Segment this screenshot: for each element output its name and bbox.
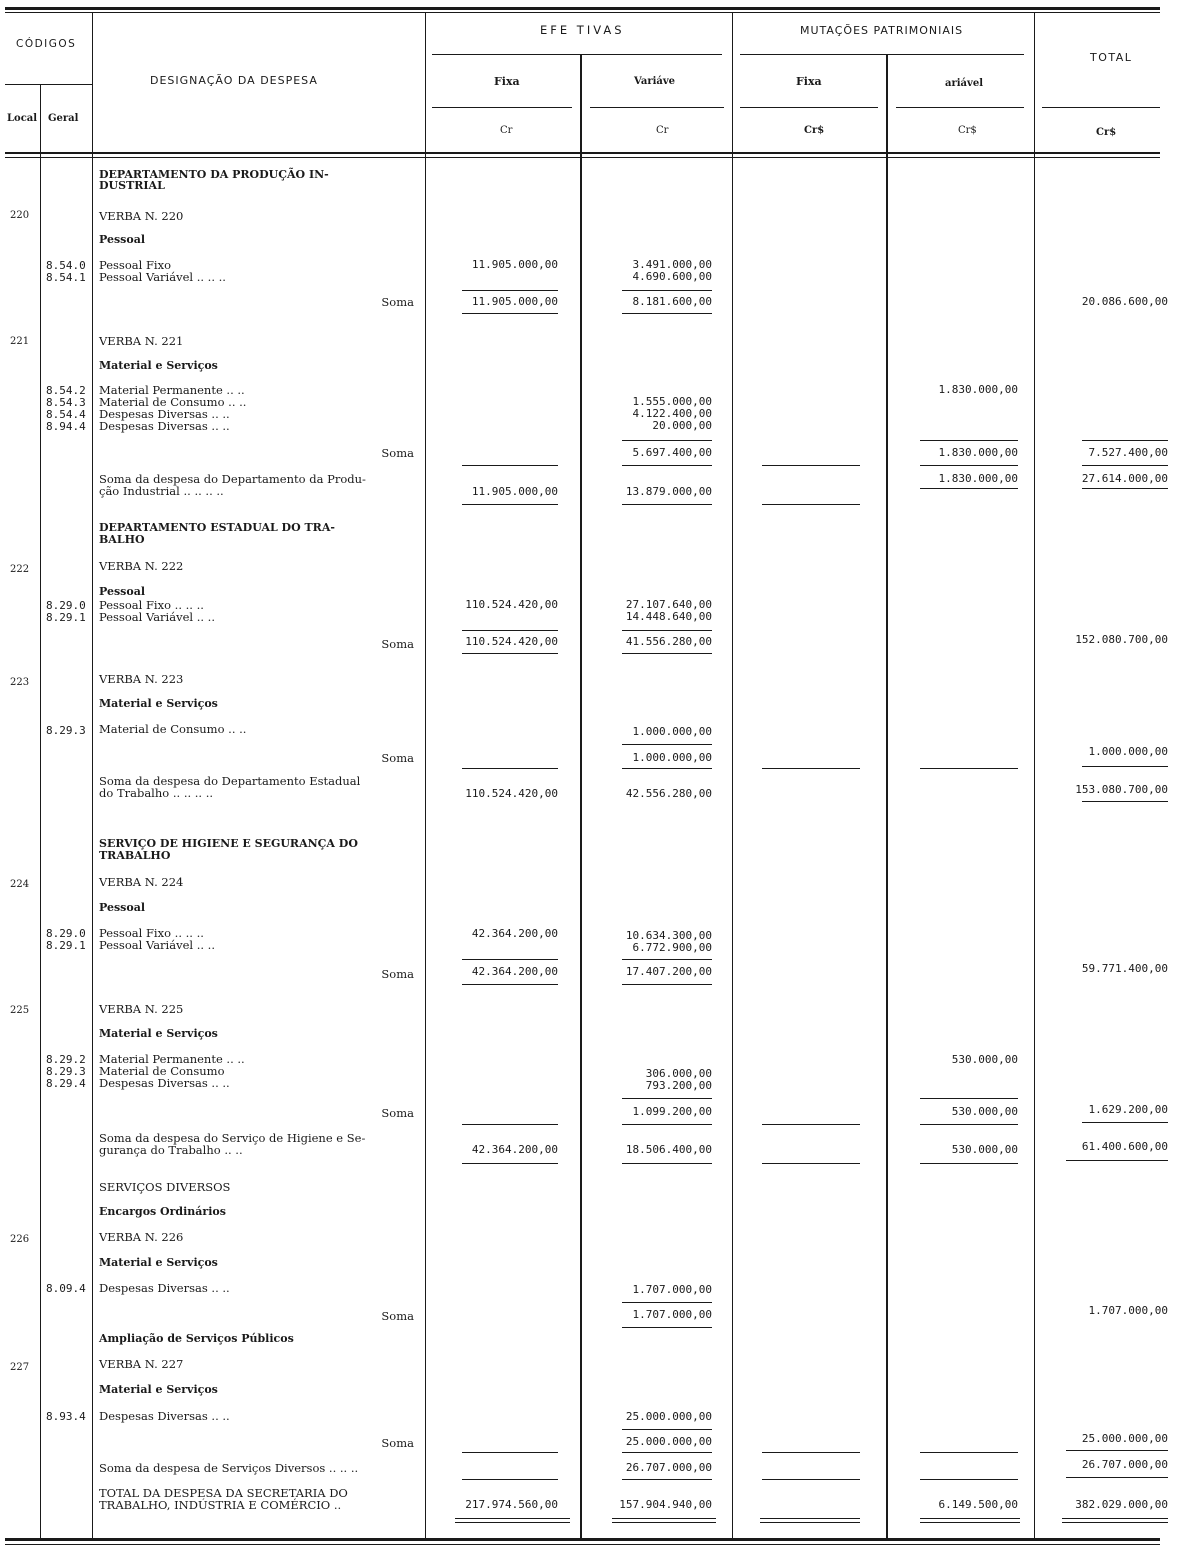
underline [622,1098,712,1099]
underline [1062,1518,1168,1519]
expense-line: Material Permanente .. .. [99,383,245,397]
col-rule-geral [40,85,41,1538]
verba-label: VERBA N. 226 [99,1230,184,1244]
underline [762,465,860,466]
value-fixa: 11.905.000,00 [471,258,558,271]
underline [762,504,860,505]
underline [462,1163,558,1164]
underline [462,290,558,291]
geral-code: 8.29.1 [46,939,86,952]
col-rule-fixa [580,55,582,1538]
header-designacao: DESIGNAÇÃO DA DESPESA [150,74,318,87]
dept-sum-total: 27.614.000,00 [1081,472,1168,485]
underline [622,1163,712,1164]
section-title: SERVIÇOS DIVERSOS [99,1180,231,1194]
soma-variavel: 8.181.600,00 [632,295,712,308]
underline [622,1124,712,1125]
geral-code: 8.29.0 [46,599,86,612]
total-value: 25.000.000,00 [1081,1432,1168,1445]
section-title: DEPARTAMENTO ESTADUAL DO TRA- [99,521,335,534]
underline [920,768,1018,769]
expense-line: Despesas Diversas .. .. [99,407,230,421]
soma-fixa: 11.905.000,00 [471,295,558,308]
geral-code: 8.29.3 [46,724,86,737]
total-value: 1.707.000,00 [1088,1304,1168,1317]
geral-code: 8.09.4 [46,1282,86,1295]
soma-variavel: 1.099.200,00 [632,1105,712,1118]
header-currency-4: Cr$ [958,125,977,136]
expense-line: Despesas Diversas .. .. [99,1076,230,1090]
header-variavel-efetiva: Variáve [634,76,676,87]
underline [622,959,712,960]
dept-sum-label: Soma da despesa do Departamento Estadual [99,774,361,788]
section-title: DEPARTAMENTO DA PRODUÇÃO IN- [99,168,329,181]
underline [622,744,712,745]
value-variavel: 1.000.000,00 [632,725,712,738]
underline [1082,1122,1168,1123]
header-bottom-rule-thin [5,157,1160,158]
grand-total-value: 382.029.000,00 [1075,1498,1168,1511]
underline [462,959,558,960]
verba-label: VERBA N. 224 [99,875,184,889]
header-currency-1: Cr [500,125,513,136]
header-mutacoes: MUTAÇÕES PATRIMONIAIS [800,24,964,37]
dept-sum-variavel: 18.506.400,00 [625,1143,712,1156]
total-value: 152.080.700,00 [1075,633,1168,646]
total-value: 59.771.400,00 [1081,962,1168,975]
underline [462,768,558,769]
soma-fixa: 110.524.420,00 [465,635,558,648]
underline [920,1479,1018,1480]
underline [462,984,558,985]
underline [622,653,712,654]
local-code: 221 [10,336,30,347]
value-variavel: 25.000.000,00 [625,1410,712,1423]
underline [1066,1477,1168,1478]
dept-sum-mut-variavel: 530.000,00 [951,1143,1018,1156]
total-value: 20.086.600,00 [1081,295,1168,308]
grand-total-variavel: 157.904.940,00 [619,1498,712,1511]
soma-variavel: 5.697.400,00 [632,446,712,459]
value-mut-variavel: 530.000,00 [951,1053,1018,1066]
underline [622,465,712,466]
col-rule-codes [92,12,93,1538]
geral-code: 8.93.4 [46,1410,86,1423]
value-variavel: 1.707.000,00 [632,1283,712,1296]
underline [612,1522,716,1523]
underline [1082,440,1168,441]
local-code: 226 [10,1234,30,1245]
local-code: 224 [10,879,30,890]
underline [622,1302,712,1303]
dept-sum-label: gurança do Trabalho .. .. [99,1143,243,1157]
verba-label: VERBA N. 223 [99,672,184,686]
underline [622,984,712,985]
underline [1082,801,1168,802]
col-rule-total [1034,12,1035,1538]
bottom-rule [5,1538,1160,1541]
value-mut-variavel: 1.830.000,00 [938,383,1018,396]
underline [622,504,712,505]
soma-label: Soma [381,1106,414,1120]
soma-label: Soma [381,751,414,765]
underline [462,1124,558,1125]
header-bottom-rule [5,152,1160,154]
verba-label: VERBA N. 222 [99,559,184,573]
underline [920,1522,1020,1523]
total-value: 1.000.000,00 [1088,745,1168,758]
dept-sum-label: Soma da despesa do Serviço de Higiene e Se- [99,1131,366,1145]
expense-line: Pessoal Variável .. .. .. [99,270,226,284]
subsection-label: Ampliação de Serviços Públicos [99,1332,294,1345]
dept-sum-label: do Trabalho .. .. .. .. [99,786,214,800]
geral-code: 8.29.3 [46,1065,86,1078]
soma-variavel: 25.000.000,00 [625,1435,712,1448]
expense-line: Material Permanente .. .. [99,1052,245,1066]
header-variavel-mutacao: ariável [945,78,983,89]
soma-variavel: 1.707.000,00 [632,1308,712,1321]
geral-code: 8.29.2 [46,1053,86,1066]
underline [622,1452,712,1453]
sub-rule-4 [896,107,1024,108]
dept-sum-fixa: 11.905.000,00 [471,485,558,498]
local-code: 223 [10,677,30,688]
geral-code: 8.54.4 [46,408,86,421]
underline [455,1518,570,1519]
geral-code: 8.54.1 [46,271,86,284]
expense-line: Material de Consumo .. .. [99,722,247,736]
total-value: 7.527.400,00 [1088,446,1168,459]
underline [760,1522,860,1523]
geral-code: 8.54.2 [46,384,86,397]
underline [622,1327,712,1328]
efetivas-rule [432,54,722,55]
grand-total-mut-variavel: 6.149.500,00 [938,1498,1018,1511]
grand-total-label: TOTAL DA DESPESA DA SECRETARIA DO [99,1486,348,1500]
subsection-label: Encargos Ordinários [99,1205,226,1218]
soma-variavel: 1.000.000,00 [632,751,712,764]
header-fixa-mutacao: Fixa [796,75,822,88]
expense-line: Pessoal Variável .. .. [99,938,215,952]
underline [612,1518,716,1519]
subsection-label: Pessoal [99,901,146,914]
header-codigos: CÓDIGOS [16,38,77,50]
section-title: TRABALHO [99,849,171,862]
underline [762,768,860,769]
underline [622,1429,712,1430]
section-title: SERVIÇO DE HIGIENE E SEGURANÇA DO [99,837,358,850]
subsection-label: Material e Serviços [99,359,218,372]
underline [762,1163,860,1164]
underline [1082,766,1168,767]
dept-sum-total: 26.707.000,00 [1081,1458,1168,1471]
grand-total-fixa: 217.974.560,00 [465,1498,558,1511]
header-geral: Geral [48,113,79,124]
dept-sum-variavel: 42.556.280,00 [625,787,712,800]
underline [622,290,712,291]
dept-sum-variavel: 13.879.000,00 [625,485,712,498]
expense-line: Despesas Diversas .. .. [99,1281,230,1295]
expense-line: Pessoal Fixo [99,258,172,272]
geral-code: 8.29.0 [46,927,86,940]
value-variavel: 20.000,00 [652,419,712,432]
subsection-label: Pessoal [99,585,146,598]
underline [920,488,1018,489]
value-variavel: 3.491.000,00 [632,258,712,271]
subsection-label: Pessoal [99,233,146,246]
col-rule-mutfixa [886,55,888,1538]
value-variavel: 4.122.400,00 [632,407,712,420]
underline [455,1522,570,1523]
bottom-rule-thin [5,1544,1160,1545]
underline [762,1124,860,1125]
dept-sum-mut-variavel: 1.830.000,00 [938,472,1018,485]
mutacoes-rule [740,54,1024,55]
underline [1062,1522,1168,1523]
underline [622,630,712,631]
underline [760,1518,860,1519]
top-rule-thin [5,12,1160,13]
verba-label: VERBA N. 225 [99,1002,184,1016]
top-rule [5,7,1160,10]
grand-total-label: TRABALHO, INDÚSTRIA E COMÉRCIO .. [99,1498,342,1512]
underline [462,1452,558,1453]
codes-header-rule [5,84,92,85]
soma-label: Soma [381,967,414,981]
underline [462,504,558,505]
subsection-label: Material e Serviços [99,1383,218,1396]
underline [1066,1160,1168,1161]
col-rule-efetivas [732,12,733,1538]
soma-label: Soma [381,637,414,651]
col-rule-desc [425,12,426,1538]
value-fixa: 42.364.200,00 [471,927,558,940]
dept-sum-total: 61.400.600,00 [1081,1140,1168,1153]
soma-variavel: 41.556.280,00 [625,635,712,648]
underline [762,1452,860,1453]
underline [462,653,558,654]
underline [1082,465,1168,466]
expense-line: Pessoal Fixo .. .. .. [99,926,204,940]
value-variavel: 306.000,00 [645,1067,712,1080]
soma-mut-variavel: 1.830.000,00 [938,446,1018,459]
soma-label: Soma [381,295,414,309]
value-variavel: 4.690.600,00 [632,270,712,283]
underline [462,630,558,631]
soma-label: Soma [381,1436,414,1450]
header-total: TOTAL [1090,51,1133,64]
value-variavel: 1.555.000,00 [632,395,712,408]
header-efetivas: EFE TIVAS [540,23,625,37]
header-local: Local [7,113,38,124]
underline [622,440,712,441]
sub-rule-2 [590,107,724,108]
underline [462,465,558,466]
dept-sum-variavel: 26.707.000,00 [625,1461,712,1474]
subsection-label: Material e Serviços [99,697,218,710]
underline [920,1163,1018,1164]
expense-line: Despesas Diversas .. .. [99,1409,230,1423]
geral-code: 8.29.1 [46,611,86,624]
underline [1082,488,1168,489]
underline [622,768,712,769]
local-code: 220 [10,210,30,221]
underline [920,1518,1020,1519]
underline [622,1479,712,1480]
sub-rule-1 [432,107,572,108]
sub-rule-3 [740,107,878,108]
soma-variavel: 17.407.200,00 [625,965,712,978]
geral-code: 8.94.4 [46,420,86,433]
geral-code: 8.29.4 [46,1077,86,1090]
expense-line: Material de Consumo .. .. [99,395,247,409]
underline [920,1098,1018,1099]
value-variavel: 14.448.640,00 [625,610,712,623]
subsection-label: Material e Serviços [99,1256,218,1269]
section-title: BALHO [99,533,145,546]
expense-line: Material de Consumo [99,1064,225,1078]
value-variavel: 6.772.900,00 [632,941,712,954]
expense-line: Pessoal Variável .. .. [99,610,215,624]
underline [920,440,1018,441]
local-code: 225 [10,1005,30,1016]
sub-rule-5 [1042,107,1160,108]
underline [1066,1450,1168,1451]
dept-sum-label: Soma da despesa de Serviços Diversos .. .. .. [99,1461,359,1475]
underline [920,1124,1018,1125]
soma-fixa: 42.364.200,00 [471,965,558,978]
header-currency-3: Cr$ [804,125,825,136]
verba-label: VERBA N. 220 [99,209,184,223]
expense-line: Despesas Diversas .. .. [99,419,230,433]
geral-code: 8.54.3 [46,396,86,409]
value-fixa: 110.524.420,00 [465,598,558,611]
local-code: 227 [10,1362,30,1373]
underline [920,1452,1018,1453]
underline [462,313,558,314]
dept-sum-fixa: 42.364.200,00 [471,1143,558,1156]
verba-label: VERBA N. 227 [99,1357,184,1371]
value-variavel: 793.200,00 [645,1079,712,1092]
soma-mut-variavel: 530.000,00 [951,1105,1018,1118]
underline [462,1479,558,1480]
dept-sum-total: 153.080.700,00 [1075,783,1168,796]
verba-label: VERBA N. 221 [99,334,184,348]
header-currency-2: Cr [656,125,669,136]
value-variavel: 10.634.300,00 [625,929,712,942]
dept-sum-label: Soma da despesa do Departamento da Produ- [99,472,366,486]
soma-label: Soma [381,446,414,460]
header-currency-5: Cr$ [1096,127,1117,138]
underline [762,1479,860,1480]
section-title: DUSTRIAL [99,179,165,192]
dept-sum-label: ção Industrial .. .. .. .. [99,484,224,498]
dept-sum-fixa: 110.524.420,00 [465,787,558,800]
subsection-label: Material e Serviços [99,1027,218,1040]
underline [622,313,712,314]
local-code: 222 [10,564,30,575]
geral-code: 8.54.0 [46,259,86,272]
soma-label: Soma [381,1309,414,1323]
expense-line: Pessoal Fixo .. .. .. [99,598,204,612]
value-variavel: 27.107.640,00 [625,598,712,611]
underline [920,465,1018,466]
total-value: 1.629.200,00 [1088,1103,1168,1116]
header-fixa-efetiva: Fixa [494,75,520,88]
